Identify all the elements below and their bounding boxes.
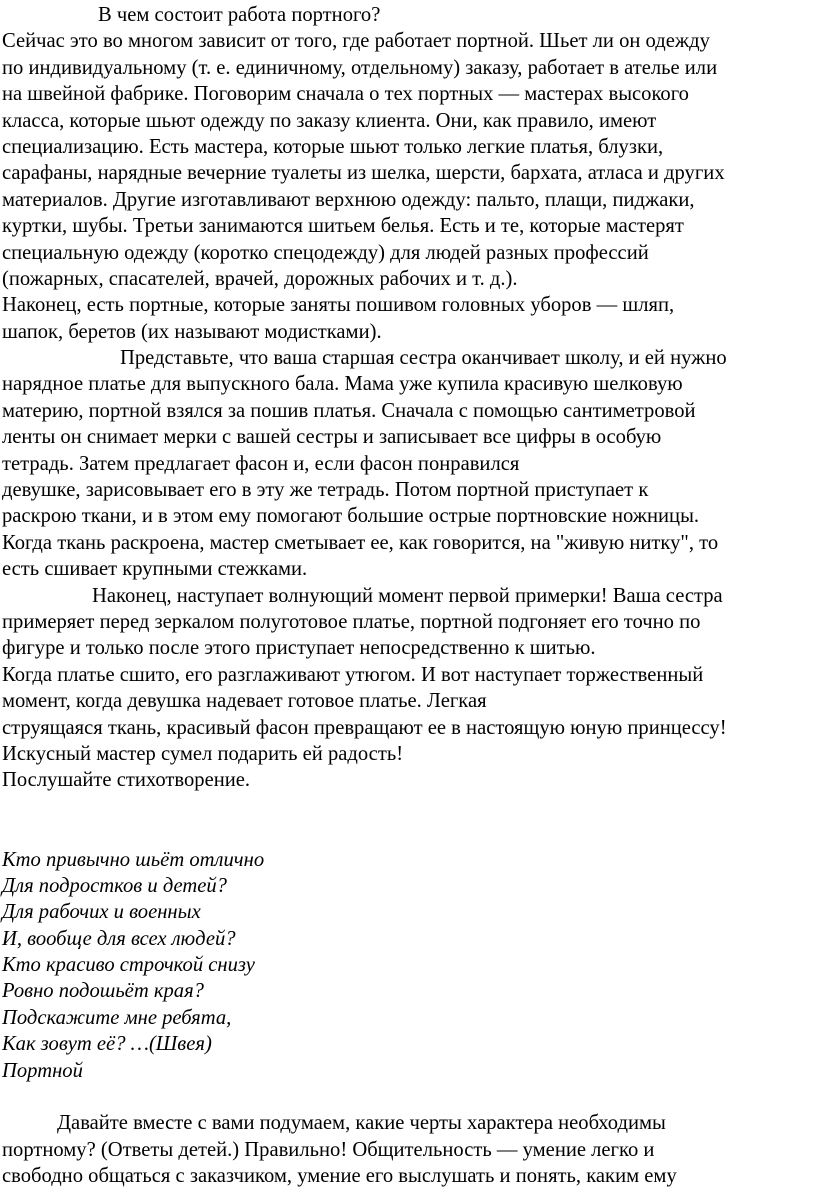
paragraph-fitting xyxy=(2,583,814,794)
text-line: специализацию. Есть мастера, которые шьют только легкие платья, блузки, xyxy=(2,135,664,158)
text-line: Когда ткань раскроена, мастер сметывает ее, как говорится, на "живую нитку", то xyxy=(2,531,719,554)
paragraph-tailor-types xyxy=(2,28,814,345)
text-line: Когда платье сшито, его разглаживают утюгом. И вот наступает торжественный xyxy=(2,663,704,686)
poem-line: Для подростков и детей? xyxy=(2,874,227,897)
text-line: (пожарных, спасателей, врачей, дорожных рабочих и т. д.). xyxy=(2,267,518,290)
poem-line: Подскажите мне ребята, xyxy=(2,1006,232,1029)
text-line: Давайте вместе с вами подумаем, какие черты характера необходимы xyxy=(57,1112,666,1135)
text-line: материю, портной взялся за пошив платья. Сначала с помощью сантиметровой xyxy=(2,399,696,422)
text-line: Наконец, наступает волнующий момент первой примерки! Ваша сестра xyxy=(92,584,723,607)
text-line: нарядное платье для выпускного бала. Мама уже купила красивую шелковую xyxy=(2,373,683,396)
poem xyxy=(2,847,814,1085)
text-line: шапок, беретов (их называют модистками). xyxy=(2,320,382,343)
paragraph-dress-making xyxy=(2,345,814,583)
text-line: класса, которые шьют одежду по заказу клиента. Они, как правило, имеют xyxy=(2,109,657,132)
text-line: сарафаны, нарядные вечерние туалеты из шелка, шерсти, бархата, атласа и других xyxy=(2,162,725,185)
text-line: куртки, шубы. Третьи занимаются шитьем белья. Есть и те, которые мастерят xyxy=(2,215,684,238)
poem-line: Кто привычно шьёт отлично xyxy=(2,848,265,871)
text-line: фигуре и только после этого приступает непосредственно к шитью. xyxy=(2,637,596,660)
poem-line: Кто красиво строчкой снизу xyxy=(2,954,255,977)
text-line: Сейчас это во многом зависит от того, где работает портной. Шьет ли он одежду xyxy=(2,30,710,53)
poem-line: И, вообще для всех людей? xyxy=(2,927,236,950)
text-line: раскрою ткани, и в этом ему помогают большие острые портновские ножницы. xyxy=(2,505,700,528)
text-line: струящаяся ткань, красивый фасон превращают ее в настоящую юную принцессу! xyxy=(2,716,727,739)
text-line: на швейной фабрике. Поговорим сначала о тех портных — мастерах высокого xyxy=(2,83,689,106)
text-line: примеряет перед зеркалом полуготовое платье, портной подгоняет его точно по xyxy=(2,610,701,633)
text-line: девушке, зарисовывает его в эту же тетрадь. Потом портной приступает к xyxy=(2,479,649,502)
spacer xyxy=(2,794,814,847)
text-line: Искусный мастер сумел подарить ей радость! xyxy=(2,742,404,765)
text-line: тетрадь. Затем предлагает фасон и, если фасон понравился xyxy=(2,452,520,475)
document-title: В чем состоит работа портного? xyxy=(98,4,381,26)
text-line: ленты он снимает мерки с вашей сестры и записывает все цифры в особую xyxy=(2,426,662,449)
poem-line: Ровно подошьёт края? xyxy=(2,980,204,1003)
poem-line: Для рабочих и военных xyxy=(2,901,201,924)
text-line: портному? (Ответы детей.) Правильно! Общительность — умение легко и xyxy=(2,1138,655,1161)
text-line: специальную одежду (коротко спецодежду) для людей разных профессий xyxy=(2,241,649,264)
poem-line: Как зовут её? …(Швея) xyxy=(2,1033,212,1056)
text-line: есть сшивает крупными стежками. xyxy=(2,558,308,581)
text-line: момент, когда девушка надевает готовое платье. Легкая xyxy=(2,690,487,713)
text-line: Представьте, что ваша старшая сестра оканчивает школу, и ей нужно xyxy=(120,347,727,370)
text-line: свободно общаться с заказчиком, умение его выслушать и понять, каким ему xyxy=(2,1165,677,1188)
poem-line: Портной xyxy=(2,1059,83,1082)
text-line: Послушайте стихотворение. xyxy=(2,769,251,792)
spacer xyxy=(2,1084,814,1110)
document-page xyxy=(2,2,814,1190)
text-line: Наконец, есть портные, которые заняты пошивом головных уборов — шляп, xyxy=(2,294,675,317)
text-line: материалов. Другие изготавливают верхнюю одежду: пальто, плащи, пиджаки, xyxy=(2,188,695,211)
text-line: по индивидуальному (т. е. единичному, отдельному) заказу, работает в ателье или xyxy=(2,56,718,79)
paragraph-character-traits xyxy=(2,1110,814,1189)
